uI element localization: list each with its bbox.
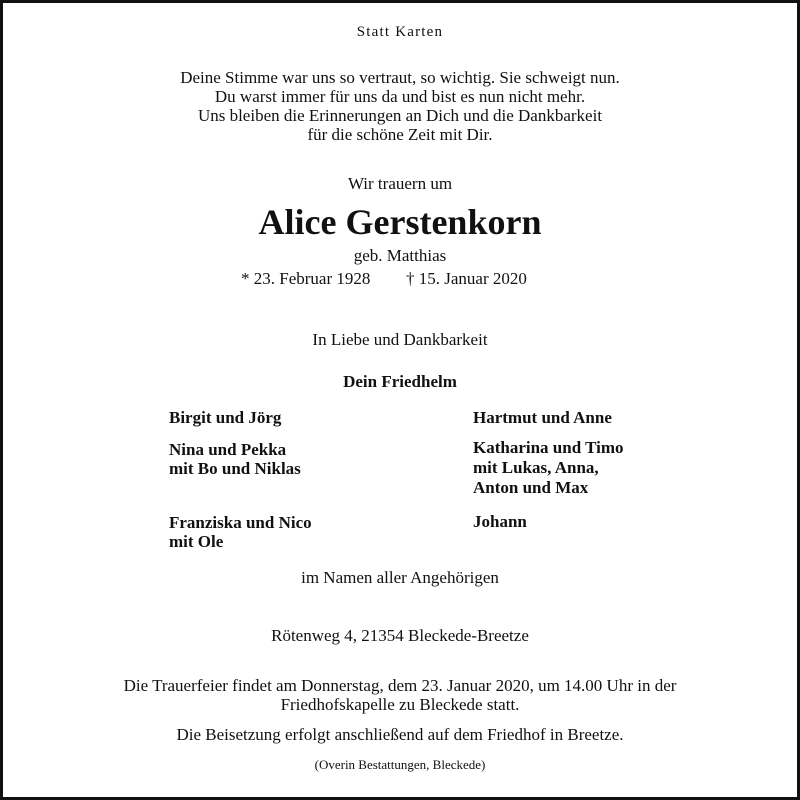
- family-entry: Franziska und Nico: [169, 513, 312, 532]
- family-entry-sub: mit Bo und Niklas: [169, 459, 301, 478]
- poem-line: Du warst immer für uns da und bist es nun nicht mehr.: [214, 87, 586, 106]
- birth-date: * 23. Februar 1928: [241, 269, 371, 288]
- family-entry-sub: mit Ole: [169, 532, 224, 551]
- death-date: † 15. Januar 2020: [406, 269, 527, 288]
- family-entry: Hartmut und Anne: [473, 408, 612, 427]
- relatives-note: im Namen aller Angehörigen: [301, 568, 499, 587]
- undertaker-note: (Overin Bestattungen, Bleckede): [314, 757, 486, 772]
- mourning-intro: Wir trauern um: [347, 174, 453, 193]
- burial-info: Die Beisetzung erfolgt anschließend auf dem Friedhof in Breetze.: [176, 725, 624, 744]
- poem-line: Uns bleiben die Erinnerungen an Dich und die Dankbarkeit: [197, 106, 603, 125]
- deceased-name: Alice Gerstenkorn: [258, 202, 542, 242]
- family-entry-sub: mit Lukas, Anna,: [473, 458, 599, 477]
- family-entry: Johann: [473, 512, 527, 531]
- funeral-info-line: Friedhofskapelle zu Bleckede statt.: [280, 695, 520, 714]
- poem-line: für die schöne Zeit mit Dir.: [307, 125, 493, 144]
- family-entry-sub: Anton und Max: [473, 478, 589, 497]
- address: Rötenweg 4, 21354 Bleckede-Breetze: [271, 626, 529, 645]
- closing-phrase: In Liebe und Dankbarkeit: [312, 330, 488, 349]
- birth-name: geb. Matthias: [353, 246, 447, 265]
- family-entry: Katharina und Timo: [473, 438, 624, 457]
- family-entry: Nina und Pekka: [169, 440, 287, 459]
- family-entry: Birgit und Jörg: [169, 408, 282, 427]
- funeral-info-line: Die Trauerfeier findet am Donnerstag, dem 23. Januar 2020, um 14.00 Uhr in der: [123, 676, 677, 695]
- poem-line: Deine Stimme war uns so vertraut, so wichtig. Sie schweigt nun.: [180, 68, 620, 87]
- header-text: Statt Karten: [356, 24, 444, 40]
- spouse-name: Dein Friedhelm: [343, 372, 457, 391]
